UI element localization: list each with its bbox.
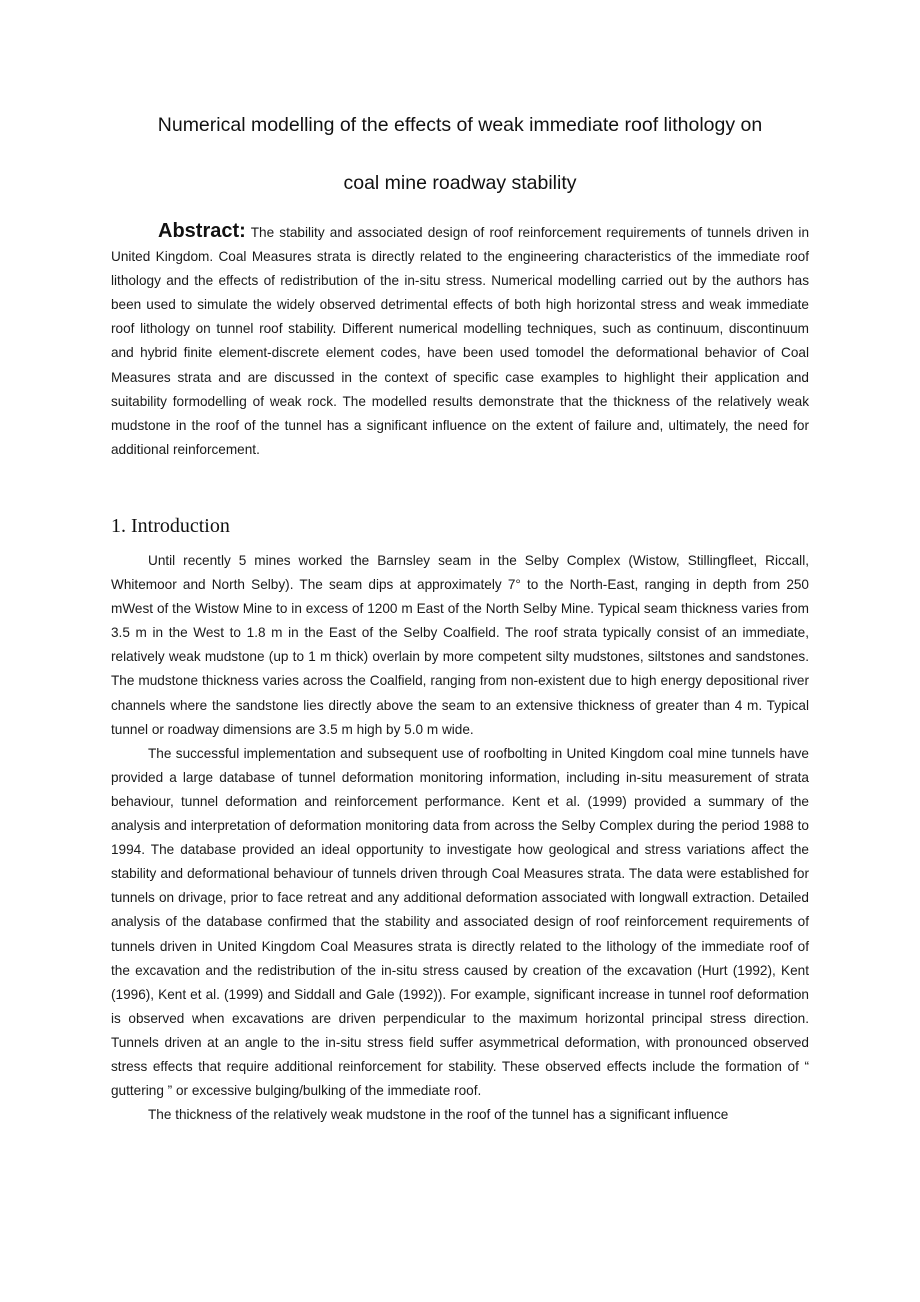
section-heading-introduction: 1. Introduction [111, 515, 230, 537]
abstract-label: Abstract: [158, 220, 246, 242]
document-title [101, 96, 819, 212]
title-line-1: Numerical modelling of the effects of weak immediate roof lithology on [157, 114, 763, 136]
body-paragraph: The successful implementation and subsequent use of roofbolting in United Kingdom coal mine tunnels have provided a large database of tunnel deformation monitoring information, including in-situ measurement of strata behaviour, tunnel deformation and reinforcement performance. Kent et al. (1999) provided a summary of the analysis and interpretation of deformation monitoring data from across the Selby Complex during the period 1988 to 1994. The database provided an ideal opportunity to investigate how geological and stress variations affect the stability and deformational behaviour of tunnels driven through Coal Measures strata. The data were established for tunnels on drivage, prior to face retreat and any additional deformation associated with longwall extraction. Detailed analysis of the database confirmed that the stability and associated design of roof reinforcement requirements of tunnels driven in United Kingdom Coal Measures strata is directly related to the lithology of the immediate roof of the excavation and the redistribution of the in-situ stress caused by creation of the excavation (Hurt (1992), Kent (1996), Kent et al. (1999) and Siddall and Gale (1992)). For example, significant increase in tunnel roof deformation is observed when excavations are driven perpendicular to the maximum horizontal principal stress direction. Tunnels driven at an angle to the in-situ stress field suffer asymmetrical deformation, with pronounced observed stress effects that require additional reinforcement for stability. These observed effects include the formation of “ guttering ” or excessive bulging/bulking of the immediate roof. [111, 745, 809, 1099]
title-line-2: coal mine roadway stability [343, 172, 577, 194]
introduction-body [111, 549, 809, 1127]
abstract-paragraph [111, 219, 809, 462]
body-paragraph: The thickness of the relatively weak mudstone in the roof of the tunnel has a significant influence [148, 1107, 729, 1123]
body-paragraph: Until recently 5 mines worked the Barnsley seam in the Selby Complex (Wistow, Stillingfleet, Riccall, Whitemoor and North Selby). The seam dips at approximately 7° to the North-East, ranging in depth from 250 mWest of the Wistow Mine to in excess of 1200 m East of the North Selby Mine. Typical seam thickness varies from 3.5 m in the West to 1.8 m in the East of the Selby Coalfield. The roof strata typically consist of an immediate, relatively weak mudstone (up to 1 m thick) overlain by more competent silty mudstones, siltstones and sandstones. The mudstone thickness varies across the Coalfield, ranging from non-existent due to high energy depositional river channels where the sandstone lies directly above the seam to an extensive thickness of greater than 4 m. Typical tunnel or roadway dimensions are 3.5 m high by 5.0 m wide. [111, 553, 809, 737]
abstract-text: The stability and associated design of roof reinforcement requirements of tunnels driven in United Kingdom. Coal Measures strata is directly related to the engineering characteristics of the immediate roof lithology and the effects of redistribution of the in-situ stress. Numerical modelling carried out by the authors has been used to simulate the widely observed detrimental effects of both high horizontal stress and weak immediate roof lithology on tunnel roof stability. Different numerical modelling techniques, such as continuum, discontinuum and hybrid finite element-discrete element codes, have been used tomodel the deformational behavior of Coal Measures strata and are discussed in the context of specific case examples to highlight their application and suitability formodelling of weak rock. The modelled results demonstrate that the thickness of the relatively weak mudstone in the roof of the tunnel has a significant influence on the extent of failure and, ultimately, the need for additional reinforcement. [111, 225, 810, 457]
